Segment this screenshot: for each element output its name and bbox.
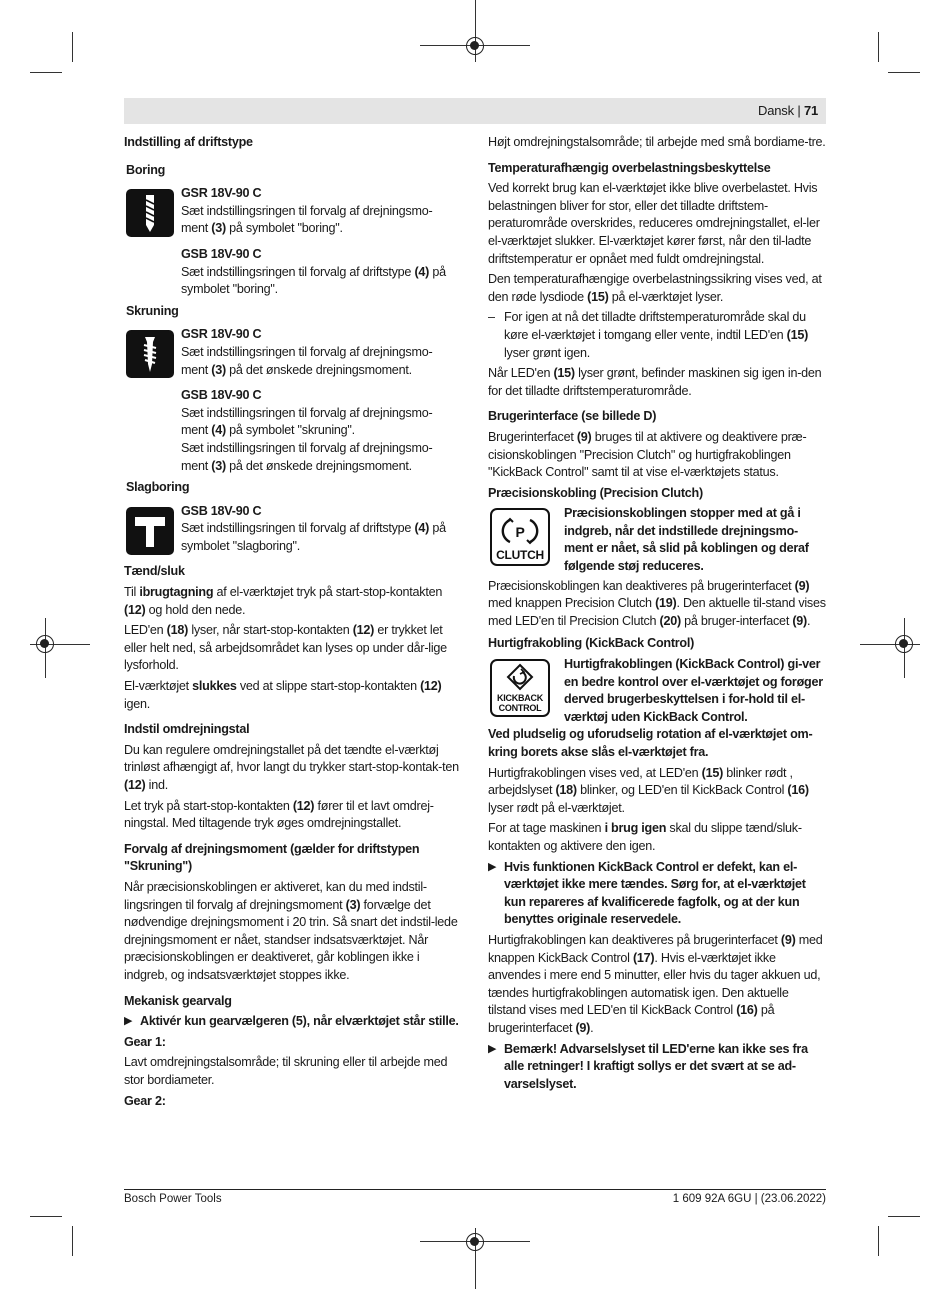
section-heading-kickback: Hurtigfrakobling (KickBack Control): [488, 636, 695, 651]
model-name: GSB 18V-90 C: [181, 246, 262, 261]
section-heading-omdrejningstal: Indstil omdrejningstal: [124, 722, 250, 737]
bold-paragraph: Præcisionskoblingen stopper med at gå i indgreb, når det indstillede drejningsmo-ment er nået, så slid på koblingen og deraf følgende støj reduceres.: [564, 506, 809, 574]
crop-mark: [888, 1216, 920, 1217]
paragraph: Til ibrugtagning af el-værktøjet tryk på start-stop-kontakten (12) og hold den nede.: [124, 585, 443, 617]
crop-mark: [888, 72, 920, 73]
right-column: [488, 134, 826, 1093]
kickback-control-icon: [490, 659, 550, 717]
instruction-text: Sæt indstillingsringen til forvalg af driftstype (4) på symbolet "boring".: [181, 264, 446, 297]
section-heading-tand: Tænd/sluk: [124, 564, 185, 579]
registration-mark-icon: [466, 37, 484, 55]
dash-item: – For igen at nå det tilladte driftstemperaturområde skal du køre el-værktøjet i tomgang eller vente, indtil LED'en (15) lyser grønt igen.: [488, 310, 809, 360]
drill-bit-icon: [126, 189, 174, 237]
mode-slagboring: [124, 503, 462, 556]
crop-mark: [72, 1226, 73, 1256]
kickback-icon-label2: CONTROL: [498, 703, 542, 714]
bullet-marker: ▶: [488, 1042, 497, 1055]
bold-paragraph: Ved pludselig og uforudselig rotation af el-værktøjet om-kring borets akse slås el-værktøjet fra.: [488, 727, 813, 759]
clutch-icon-label: CLUTCH: [496, 548, 544, 563]
mode-label-slagboring: Slagboring: [126, 480, 190, 495]
paragraph: For at tage maskinen i brug igen skal du slippe tænd/sluk-kontakten og aktivere den igen.: [488, 821, 802, 853]
left-column: [124, 134, 462, 1113]
mode-boring: [124, 185, 462, 299]
footer-document-id: 1 609 92A 6GU | (23.06.2022): [672, 1193, 826, 1205]
bullet-marker: ▶: [124, 1015, 133, 1028]
mode-label-boring: Boring: [126, 162, 166, 177]
paragraph: LED'en (18) lyser, når start-stop-kontakten (12) er trykket let eller helt ned, så arbejdsområdet kan lyses op under dår-lige lysforhold.: [124, 623, 447, 673]
paragraph: Højt omdrejningstalsområde; til arbejde med små bordiame-tre.: [488, 135, 826, 149]
warning-bullet: ▶ Aktivér kun gearvælgeren (5), når elværktøjet står stille.: [124, 1013, 462, 1031]
mode-skruning: [124, 326, 462, 475]
paragraph: Let tryk på start-stop-kontakten (12) fører til et lavt omdrej-ningstal. Med tiltagende tryk øges omdrejningstallet.: [124, 798, 434, 831]
gear2-label: Gear 2:: [124, 1093, 166, 1108]
instruction-text: Sæt indstillingsringen til forvalg af drejningsmo- ment (4) på symbolet "skruning".: [181, 405, 433, 438]
dash-marker: –: [488, 310, 495, 325]
paragraph: Du kan regulere omdrejningstallet på det tændte el-værktøj trinløst afhængigt af, hvor langt du trykker start-stop-kontak-ten (12) ind.: [124, 742, 459, 792]
crop-mark: [30, 72, 62, 73]
header-text: [758, 103, 818, 118]
page-header: [124, 98, 826, 124]
gear1-label: Gear 1:: [124, 1034, 166, 1049]
crop-mark: [878, 1226, 879, 1256]
model-name: GSR 18V-90 C: [181, 327, 262, 342]
instruction-text: Sæt indstillingsringen til forvalg af drejningsmo- ment (3) på symbolet "boring".: [181, 203, 433, 236]
screw-icon: [126, 330, 174, 378]
registration-mark-icon: [36, 635, 54, 653]
paragraph: Den temperaturafhængige overbelastningssikring vises ved, at den røde lysdiode (15) på el-værktøjet lyser.: [488, 272, 822, 304]
instruction-text: Sæt indstillingsringen til forvalg af driftstype (4) på symbolet "slagboring".: [181, 521, 446, 553]
kickback-icon-label1: KICKBACK: [497, 693, 543, 704]
kickback-control-block: [488, 656, 826, 726]
section-heading-driftstype: Indstilling af driftstype: [124, 135, 253, 149]
paragraph: Lavt omdrejningstalsområde; til skruning eller til arbejde med stor bordiameter.: [124, 1055, 448, 1087]
section-heading-brugerinterface: Brugerinterface (se billede D): [488, 409, 657, 424]
section-heading-praecision: Præcisionskobling (Precision Clutch): [488, 485, 703, 500]
bullet-marker: ▶: [488, 860, 497, 873]
model-name: GSB 18V-90 C: [181, 503, 262, 518]
section-heading-gearvalg: Mekanisk gearvalg: [124, 993, 232, 1008]
precision-clutch-icon: [490, 508, 550, 566]
section-heading-temperatur: Temperaturafhængig overbelastningsbeskyttelse: [488, 160, 771, 175]
paragraph: Præcisionskoblingen kan deaktiveres på brugerinterfacet (9) med knappen Precision Clutch (19). Den aktuelle til-stand vises med LED'en til Precision Clutch (20) på bruger-interfacet (9).: [488, 578, 826, 628]
mode-label-skruning: Skruning: [126, 303, 179, 318]
crop-mark: [30, 1216, 62, 1217]
clutch-icon-letter: P: [515, 524, 525, 541]
registration-mark-icon: [895, 635, 913, 653]
header-separator: |: [797, 103, 801, 118]
paragraph: Brugerinterfacet (9) bruges til at aktivere og deaktivere præ-cisionskoblingen "Precision Clutch" og hurtigfrakoblingen "KickBack Control" samt til at vise el-værktøjets status.: [488, 429, 807, 480]
instruction-text: Sæt indstillingsringen til forvalg af drejningsmo- ment (3) på det ønskede drejningsmoment.: [181, 440, 433, 473]
bold-paragraph: Hurtigfrakoblingen (KickBack Control) gi-ver en bedre kontrol over el-værktøjet og forøger derved brugerbeskyttelsen i for-hold til el-værktøj uden KickBack Control.: [564, 657, 823, 724]
paragraph: Hurtigfrakoblingen vises ved, at LED'en (15) blinker rødt , arbejdslyset (18) blinker, og LED'en til KickBack Control (16) lyser rødt på el-værktøjet.: [488, 765, 809, 815]
section-heading-forvalg: Forvalg af drejningsmoment (gælder for driftstypen "Skruning"): [124, 841, 420, 874]
model-name: GSR 18V-90 C: [181, 186, 262, 201]
paragraph: El-værktøjet slukkes ved at slippe start-stop-kontakten (12) igen.: [124, 679, 442, 711]
crop-mark: [878, 32, 879, 62]
page-number: 71: [803, 103, 818, 118]
registration-mark-icon: [466, 1233, 484, 1251]
header-language: Dansk: [758, 103, 794, 118]
model-name: GSB 18V-90 C: [181, 388, 262, 403]
paragraph: Når præcisionskoblingen er aktiveret, kan du med indstil-lingsringen til forvalg af drejningsmoment (3) forvælge det nødvendige drejningsmoment i 20 trin. Så snart det indstil-lede drejningsmoment er nået, standser indsatsværktøjet. Når præcisionskoblingen er deaktiveret, går koblingen ikke i indgreb, og indsatsværktøjet stoppes ikke.: [124, 879, 458, 982]
footer-rule: [124, 1189, 826, 1190]
hammer-icon: [126, 507, 174, 555]
instruction-text: Sæt indstillingsringen til forvalg af drejningsmo- ment (3) på det ønskede drejningsmoment.: [181, 344, 433, 377]
paragraph: Ved korrekt brug kan el-værktøjet ikke blive overbelastet. Hvis belastningen bliver for stor, eller det tilladte driftstem-peraturområde overskrides, reduceres omdrejningstallet, el-ler el-værktøjet slukker. El-værktøjet kører først, når den til-ladte driftstemperatur er opnået med fuldt omdrejningstal.: [488, 181, 820, 266]
paragraph: Når LED'en (15) lyser grønt, befinder maskinen sig igen in-den for det tilladte driftstemperaturområde.: [488, 366, 822, 398]
footer-publisher: Bosch Power Tools: [124, 1193, 222, 1205]
precision-clutch-block: [488, 505, 826, 575]
warning-bullet: ▶ Bemærk! Advarselslyset til LED'erne kan ikke ses fra alle retninger! I kraftigt sollys er det svært at se ad-varselslyset.: [488, 1041, 808, 1091]
paragraph: Hurtigfrakoblingen kan deaktiveres på brugerinterfacet (9) med knappen KickBack Control (17). Hvis el-værktøjet ikke anvendes i mere end 5 minutter, eller hvis du tager akkuen ud, tændes hurtigfrakoblingen automatisk igen. Den aktuelle tilstand vises med LED'en til KickBack Control (16) på brugerinterfacet (9).: [488, 932, 823, 1035]
warning-bullet: ▶ Hvis funktionen KickBack Control er defekt, kan el-værktøjet ikke mere tændes. Sørg for, at el-værktøjet kun repareres af kvalificerede fagfolk, og at der kun benyttes originale reservedele.: [488, 859, 806, 927]
crop-mark: [72, 32, 73, 62]
